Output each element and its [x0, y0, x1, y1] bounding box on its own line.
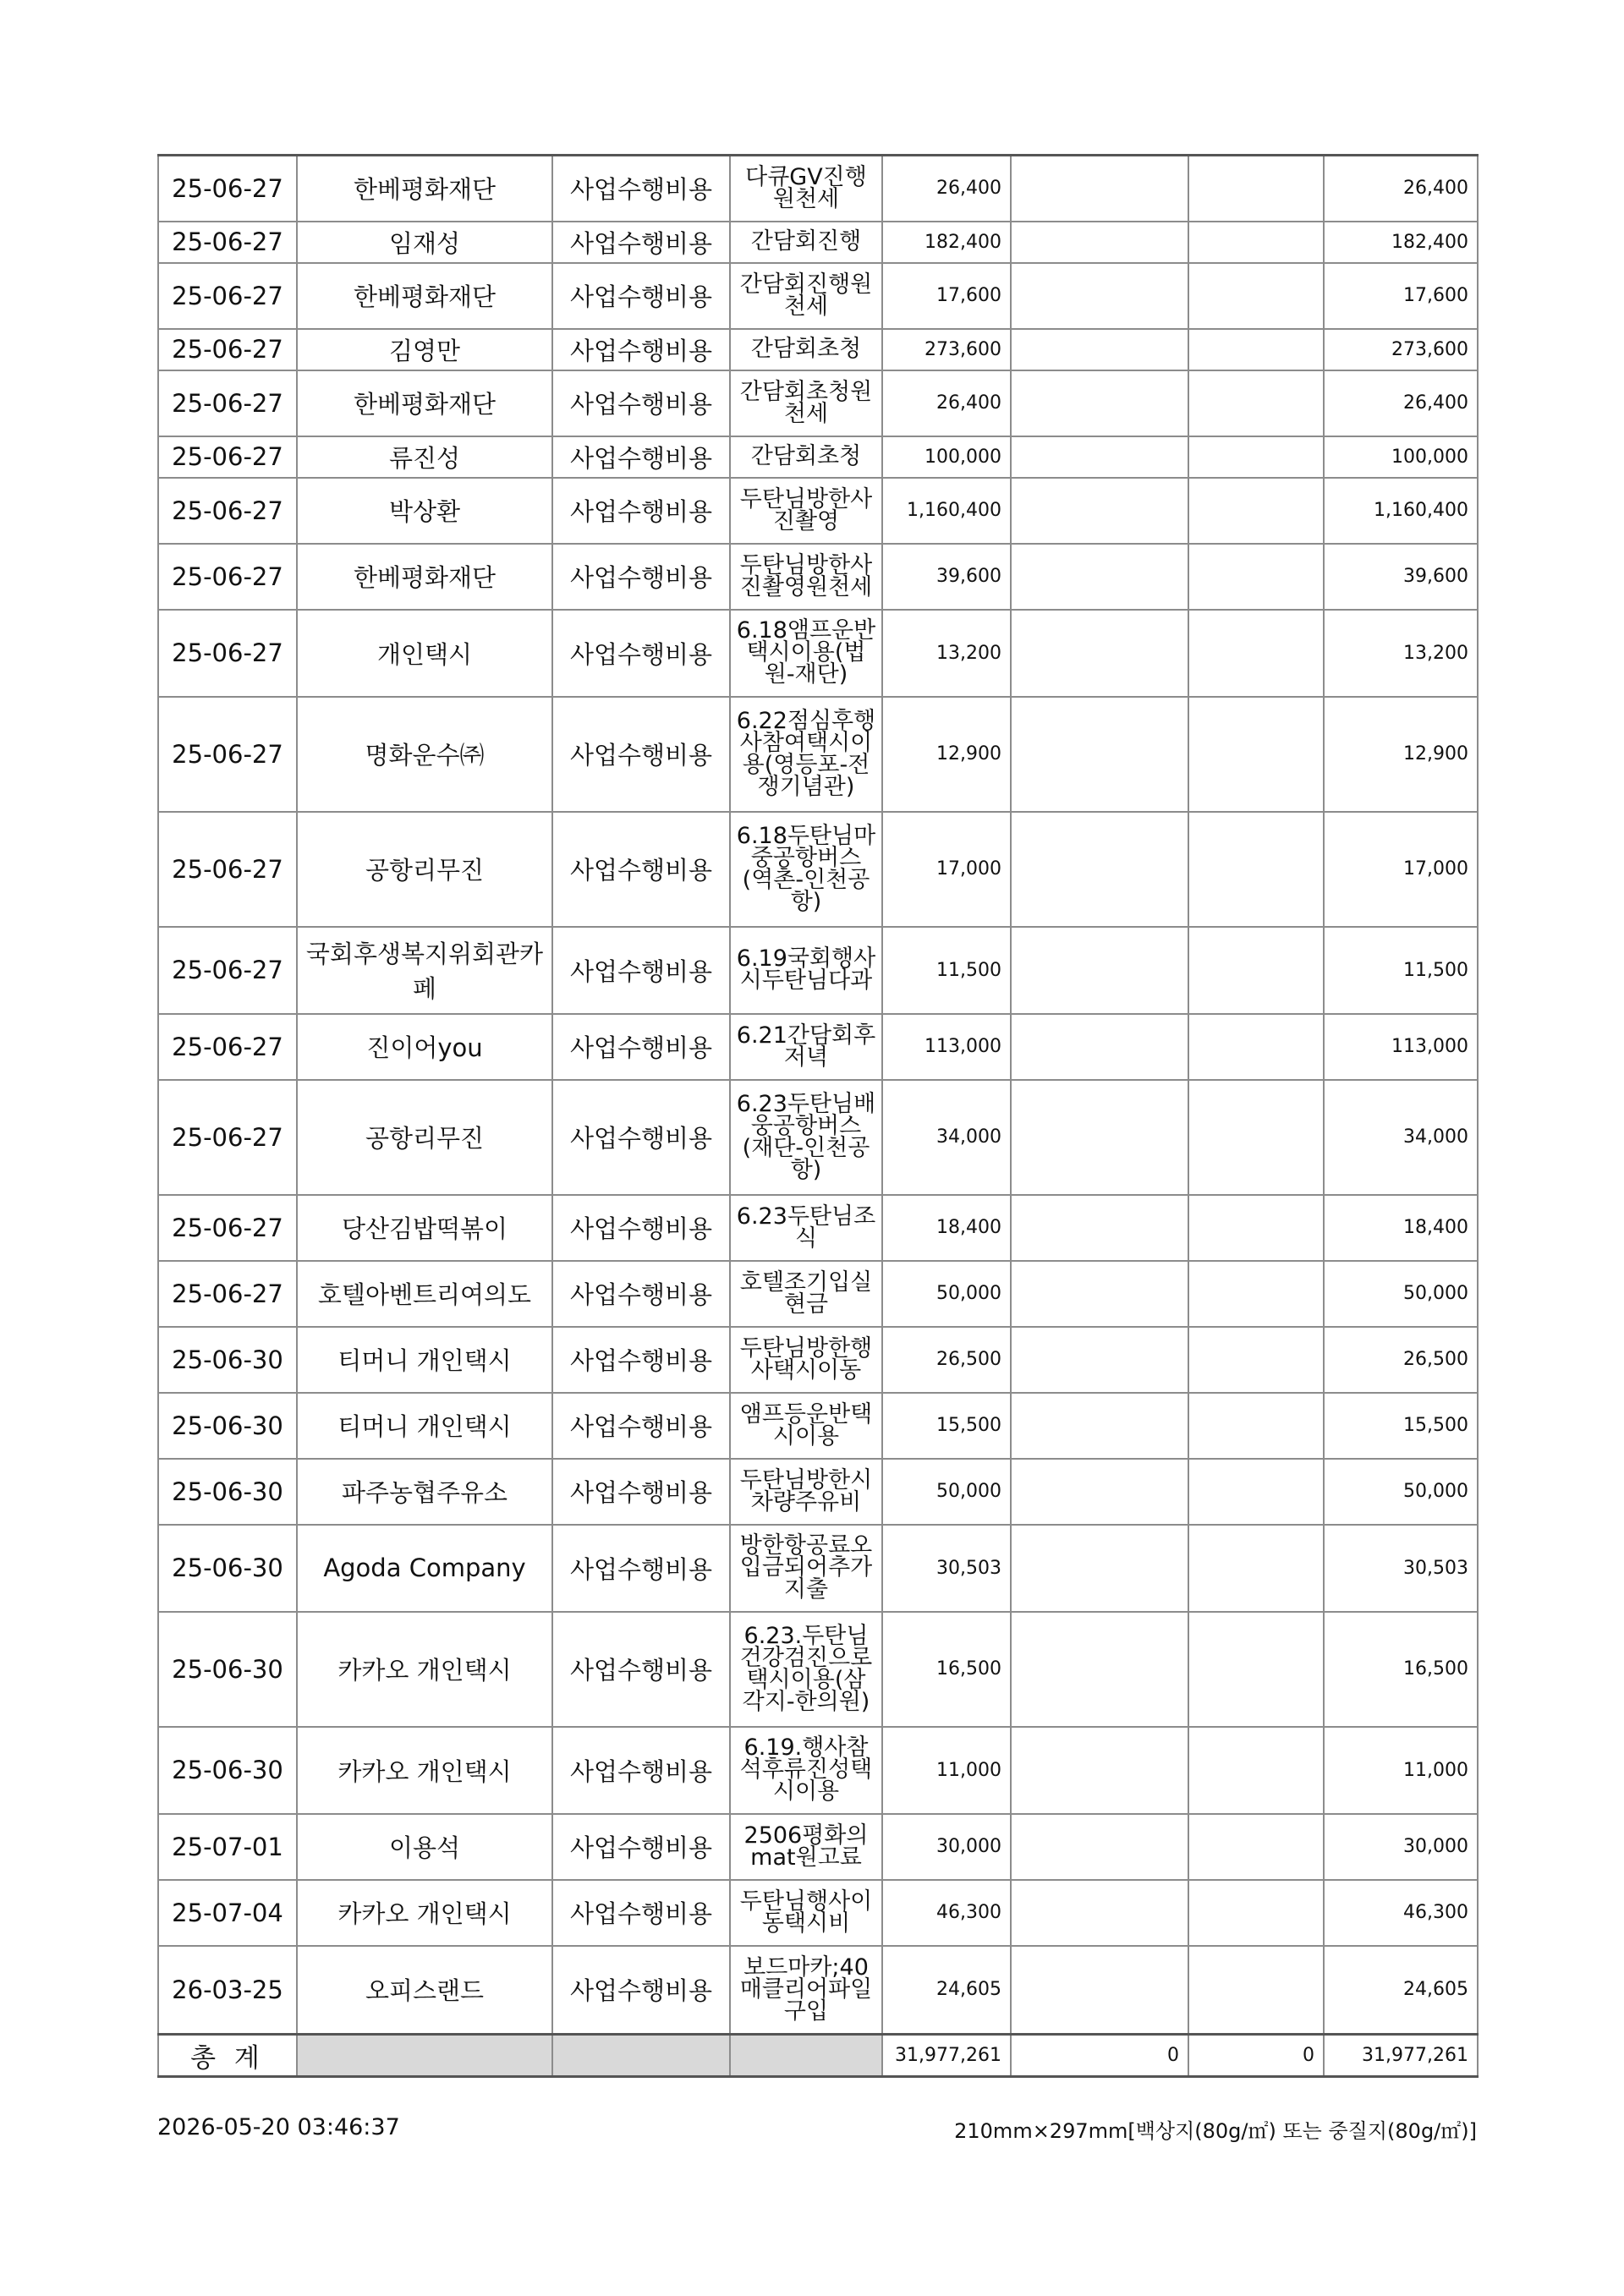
payee-cell: 국회후생복지위회관카페: [297, 927, 552, 1014]
table-row: [158, 1946, 1478, 2035]
description-cell: 간담회진행원천세: [730, 263, 882, 329]
category-cell: 사업수행비용: [552, 610, 730, 697]
row-total-cell: 26,500: [1324, 1327, 1478, 1393]
payee-cell: 카카오 개인택시: [297, 1727, 552, 1814]
category-cell: 사업수행비용: [552, 329, 730, 370]
description-cell: 6.18두탄님마중공항버스(역촌-인천공항): [730, 812, 882, 927]
column-7-cell: [1188, 610, 1324, 697]
column-6-cell: [1011, 1327, 1188, 1393]
category-cell: 사업수행비용: [552, 1195, 730, 1261]
date-cell: 25-06-27: [158, 1195, 297, 1261]
column-6-cell: [1011, 610, 1188, 697]
column-6-cell: [1011, 927, 1188, 1014]
column-7-cell: [1188, 927, 1324, 1014]
grand-total-column-7: 0: [1188, 2035, 1324, 2077]
column-7-cell: [1188, 1814, 1324, 1880]
category-cell: 사업수행비용: [552, 222, 730, 263]
row-total-cell: 273,600: [1324, 329, 1478, 370]
grand-total-empty-payee: [297, 2035, 552, 2077]
row-total-cell: 24,605: [1324, 1946, 1478, 2035]
description-cell: 6.19국회행사시두탄님다과: [730, 927, 882, 1014]
date-cell: 25-06-30: [158, 1612, 297, 1727]
row-total-cell: 11,000: [1324, 1727, 1478, 1814]
row-total-cell: 30,503: [1324, 1525, 1478, 1612]
column-6-cell: [1011, 1261, 1188, 1327]
date-cell: 25-06-27: [158, 697, 297, 812]
table-row: [158, 1014, 1478, 1080]
column-7-cell: [1188, 697, 1324, 812]
category-cell: 사업수행비용: [552, 1261, 730, 1327]
date-cell: 25-06-27: [158, 156, 297, 222]
date-cell: 26-03-25: [158, 1946, 297, 2035]
amount-cell: 17,000: [882, 812, 1011, 927]
description-cell: 두탄님방한행사택시이동: [730, 1327, 882, 1393]
row-total-cell: 46,300: [1324, 1880, 1478, 1946]
amount-cell: 182,400: [882, 222, 1011, 263]
date-cell: 25-06-30: [158, 1459, 297, 1525]
amount-cell: 13,200: [882, 610, 1011, 697]
row-total-cell: 50,000: [1324, 1459, 1478, 1525]
category-cell: 사업수행비용: [552, 812, 730, 927]
row-total-cell: 26,400: [1324, 156, 1478, 222]
column-6-cell: [1011, 544, 1188, 610]
date-cell: 25-06-30: [158, 1727, 297, 1814]
category-cell: 사업수행비용: [552, 1946, 730, 2035]
row-total-cell: 26,400: [1324, 370, 1478, 436]
grand-total-row: [158, 2035, 1478, 2077]
amount-cell: 30,000: [882, 1814, 1011, 1880]
paper-spec: 210mm×297mm[백상지(80g/㎡) 또는 중질지(80g/㎡)]: [954, 2119, 1477, 2143]
grand-total-empty-category: [552, 2035, 730, 2077]
category-cell: 사업수행비용: [552, 544, 730, 610]
category-cell: 사업수행비용: [552, 436, 730, 478]
table-row: [158, 1080, 1478, 1195]
amount-cell: 26,400: [882, 370, 1011, 436]
date-cell: 25-06-30: [158, 1525, 297, 1612]
amount-cell: 17,600: [882, 263, 1011, 329]
date-cell: 25-06-27: [158, 1080, 297, 1195]
payee-cell: 공항리무진: [297, 1080, 552, 1195]
table-row: [158, 812, 1478, 927]
column-7-cell: [1188, 329, 1324, 370]
table-row: [158, 370, 1478, 436]
table-row: [158, 1195, 1478, 1261]
amount-cell: 18,400: [882, 1195, 1011, 1261]
date-cell: 25-06-27: [158, 927, 297, 1014]
column-7-cell: [1188, 1195, 1324, 1261]
table-row: [158, 544, 1478, 610]
payee-cell: 오피스랜드: [297, 1946, 552, 2035]
description-cell: 두탄님방한사진촬영: [730, 478, 882, 544]
table-row: [158, 1459, 1478, 1525]
column-6-cell: [1011, 1393, 1188, 1459]
grand-total-column-6: 0: [1011, 2035, 1188, 2077]
payee-cell: 류진성: [297, 436, 552, 478]
description-cell: 6.19.행사참석후류진성택시이용: [730, 1727, 882, 1814]
column-7-cell: [1188, 1080, 1324, 1195]
description-cell: 간담회초청: [730, 436, 882, 478]
column-6-cell: [1011, 263, 1188, 329]
row-total-cell: 100,000: [1324, 436, 1478, 478]
column-6-cell: [1011, 1814, 1188, 1880]
date-cell: 25-06-27: [158, 263, 297, 329]
column-7-cell: [1188, 1014, 1324, 1080]
row-total-cell: 50,000: [1324, 1261, 1478, 1327]
payee-cell: 임재성: [297, 222, 552, 263]
description-cell: 방한항공료오입금되어추가지출: [730, 1525, 882, 1612]
description-cell: 6.23.두탄님건강검진으로택시이용(삼각지-한의원): [730, 1612, 882, 1727]
category-cell: 사업수행비용: [552, 1814, 730, 1880]
category-cell: 사업수행비용: [552, 1393, 730, 1459]
category-cell: 사업수행비용: [552, 370, 730, 436]
category-cell: 사업수행비용: [552, 1080, 730, 1195]
table-row: [158, 329, 1478, 370]
category-cell: 사업수행비용: [552, 1612, 730, 1727]
amount-cell: 113,000: [882, 1014, 1011, 1080]
column-7-cell: [1188, 1727, 1324, 1814]
column-6-cell: [1011, 1195, 1188, 1261]
payee-cell: 개인택시: [297, 610, 552, 697]
column-7-cell: [1188, 1261, 1324, 1327]
column-6-cell: [1011, 1880, 1188, 1946]
row-total-cell: 11,500: [1324, 927, 1478, 1014]
payee-cell: 티머니 개인택시: [297, 1393, 552, 1459]
amount-cell: 11,000: [882, 1727, 1011, 1814]
description-cell: 보드마카;40매클리어파일구입: [730, 1946, 882, 2035]
description-cell: 6.21간담회후저녁: [730, 1014, 882, 1080]
description-cell: 호텔조기입실현금: [730, 1261, 882, 1327]
column-6-cell: [1011, 697, 1188, 812]
row-total-cell: 15,500: [1324, 1393, 1478, 1459]
description-cell: 간담회진행: [730, 222, 882, 263]
column-6-cell: [1011, 370, 1188, 436]
table-row: [158, 1814, 1478, 1880]
description-cell: 6.18앰프운반택시이용(법원-재단): [730, 610, 882, 697]
grand-total-label: 총 계: [158, 2035, 297, 2077]
category-cell: 사업수행비용: [552, 697, 730, 812]
table-row: [158, 1525, 1478, 1612]
date-cell: 25-06-27: [158, 1014, 297, 1080]
column-7-cell: [1188, 544, 1324, 610]
amount-cell: 11,500: [882, 927, 1011, 1014]
category-cell: 사업수행비용: [552, 1014, 730, 1080]
column-7-cell: [1188, 478, 1324, 544]
column-7-cell: [1188, 1525, 1324, 1612]
row-total-cell: 39,600: [1324, 544, 1478, 610]
table-row: [158, 222, 1478, 263]
category-cell: 사업수행비용: [552, 478, 730, 544]
grand-total-empty-description: [730, 2035, 882, 2077]
row-total-cell: 17,000: [1324, 812, 1478, 927]
amount-cell: 15,500: [882, 1393, 1011, 1459]
table-row: [158, 1393, 1478, 1459]
table-row: [158, 697, 1478, 812]
row-total-cell: 16,500: [1324, 1612, 1478, 1727]
payee-cell: Agoda Company: [297, 1525, 552, 1612]
amount-cell: 34,000: [882, 1080, 1011, 1195]
expense-ledger-table: [157, 154, 1479, 2078]
date-cell: 25-07-04: [158, 1880, 297, 1946]
column-6-cell: [1011, 1946, 1188, 2035]
row-total-cell: 30,000: [1324, 1814, 1478, 1880]
table-row: [158, 263, 1478, 329]
column-7-cell: [1188, 1327, 1324, 1393]
column-6-cell: [1011, 812, 1188, 927]
description-cell: 간담회초청원천세: [730, 370, 882, 436]
category-cell: 사업수행비용: [552, 1459, 730, 1525]
amount-cell: 24,605: [882, 1946, 1011, 2035]
table-row: [158, 1261, 1478, 1327]
table-row: [158, 1327, 1478, 1393]
row-total-cell: 17,600: [1324, 263, 1478, 329]
table-row: [158, 1727, 1478, 1814]
category-cell: 사업수행비용: [552, 1880, 730, 1946]
grand-total-value: 31,977,261: [1324, 2035, 1478, 2077]
payee-cell: 당산김밥떡볶이: [297, 1195, 552, 1261]
description-cell: 2506평화의mat원고료: [730, 1814, 882, 1880]
column-6-cell: [1011, 156, 1188, 222]
payee-cell: 호텔아벤트리여의도: [297, 1261, 552, 1327]
description-cell: 두탄님행사이동택시비: [730, 1880, 882, 1946]
table-row: [158, 610, 1478, 697]
amount-cell: 273,600: [882, 329, 1011, 370]
date-cell: 25-06-27: [158, 1261, 297, 1327]
column-7-cell: [1188, 1393, 1324, 1459]
date-cell: 25-06-27: [158, 222, 297, 263]
date-cell: 25-06-30: [158, 1393, 297, 1459]
description-cell: 6.23두탄님배웅공항버스(재단-인천공항): [730, 1080, 882, 1195]
payee-cell: 한베평화재단: [297, 156, 552, 222]
print-timestamp: 2026-05-20 03:46:37: [157, 2114, 400, 2140]
column-7-cell: [1188, 436, 1324, 478]
grand-total-amount: 31,977,261: [882, 2035, 1011, 2077]
payee-cell: 티머니 개인택시: [297, 1327, 552, 1393]
date-cell: 25-06-27: [158, 329, 297, 370]
amount-cell: 12,900: [882, 697, 1011, 812]
payee-cell: 이용석: [297, 1814, 552, 1880]
payee-cell: 파주농협주유소: [297, 1459, 552, 1525]
column-7-cell: [1188, 1459, 1324, 1525]
category-cell: 사업수행비용: [552, 1727, 730, 1814]
amount-cell: 100,000: [882, 436, 1011, 478]
date-cell: 25-06-27: [158, 370, 297, 436]
column-6-cell: [1011, 329, 1188, 370]
payee-cell: 카카오 개인택시: [297, 1612, 552, 1727]
date-cell: 25-06-27: [158, 478, 297, 544]
amount-cell: 39,600: [882, 544, 1011, 610]
row-total-cell: 13,200: [1324, 610, 1478, 697]
amount-cell: 26,500: [882, 1327, 1011, 1393]
row-total-cell: 12,900: [1324, 697, 1478, 812]
column-6-cell: [1011, 1080, 1188, 1195]
ledger-body: [158, 156, 1478, 2077]
description-cell: 두탄님방한사진촬영원천세: [730, 544, 882, 610]
table-row: [158, 478, 1478, 544]
payee-cell: 한베평화재단: [297, 544, 552, 610]
category-cell: 사업수행비용: [552, 1327, 730, 1393]
description-cell: 앰프등운반택시이용: [730, 1393, 882, 1459]
column-6-cell: [1011, 1525, 1188, 1612]
payee-cell: 김영만: [297, 329, 552, 370]
description-cell: 간담회초청: [730, 329, 882, 370]
column-7-cell: [1188, 222, 1324, 263]
description-cell: 6.22점심후행사참여택시이용(영등포-전쟁기념관): [730, 697, 882, 812]
column-7-cell: [1188, 370, 1324, 436]
column-6-cell: [1011, 436, 1188, 478]
date-cell: 25-06-30: [158, 1327, 297, 1393]
payee-cell: 한베평화재단: [297, 370, 552, 436]
table-row: [158, 1612, 1478, 1727]
column-6-cell: [1011, 222, 1188, 263]
row-total-cell: 18,400: [1324, 1195, 1478, 1261]
date-cell: 25-07-01: [158, 1814, 297, 1880]
table-row: [158, 436, 1478, 478]
column-7-cell: [1188, 156, 1324, 222]
description-cell: 다큐GV진행원천세: [730, 156, 882, 222]
column-6-cell: [1011, 478, 1188, 544]
category-cell: 사업수행비용: [552, 263, 730, 329]
amount-cell: 26,400: [882, 156, 1011, 222]
row-total-cell: 1,160,400: [1324, 478, 1478, 544]
category-cell: 사업수행비용: [552, 156, 730, 222]
date-cell: 25-06-27: [158, 436, 297, 478]
category-cell: 사업수행비용: [552, 927, 730, 1014]
date-cell: 25-06-27: [158, 812, 297, 927]
amount-cell: 50,000: [882, 1261, 1011, 1327]
column-7-cell: [1188, 1946, 1324, 2035]
column-6-cell: [1011, 1014, 1188, 1080]
column-7-cell: [1188, 1612, 1324, 1727]
column-6-cell: [1011, 1612, 1188, 1727]
table-row: [158, 1880, 1478, 1946]
category-cell: 사업수행비용: [552, 1525, 730, 1612]
date-cell: 25-06-27: [158, 610, 297, 697]
table-row: [158, 156, 1478, 222]
row-total-cell: 34,000: [1324, 1080, 1478, 1195]
payee-cell: 진이어you: [297, 1014, 552, 1080]
row-total-cell: 113,000: [1324, 1014, 1478, 1080]
date-cell: 25-06-27: [158, 544, 297, 610]
table-row: [158, 927, 1478, 1014]
payee-cell: 카카오 개인택시: [297, 1880, 552, 1946]
payee-cell: 한베평화재단: [297, 263, 552, 329]
payee-cell: 공항리무진: [297, 812, 552, 927]
amount-cell: 50,000: [882, 1459, 1011, 1525]
column-7-cell: [1188, 263, 1324, 329]
column-7-cell: [1188, 1880, 1324, 1946]
payee-cell: 박상환: [297, 478, 552, 544]
payee-cell: 명화운수㈜: [297, 697, 552, 812]
amount-cell: 1,160,400: [882, 478, 1011, 544]
column-6-cell: [1011, 1459, 1188, 1525]
row-total-cell: 182,400: [1324, 222, 1478, 263]
column-7-cell: [1188, 812, 1324, 927]
amount-cell: 16,500: [882, 1612, 1011, 1727]
description-cell: 두탄님방한시차량주유비: [730, 1459, 882, 1525]
column-6-cell: [1011, 1727, 1188, 1814]
description-cell: 6.23두탄님조식: [730, 1195, 882, 1261]
amount-cell: 46,300: [882, 1880, 1011, 1946]
amount-cell: 30,503: [882, 1525, 1011, 1612]
